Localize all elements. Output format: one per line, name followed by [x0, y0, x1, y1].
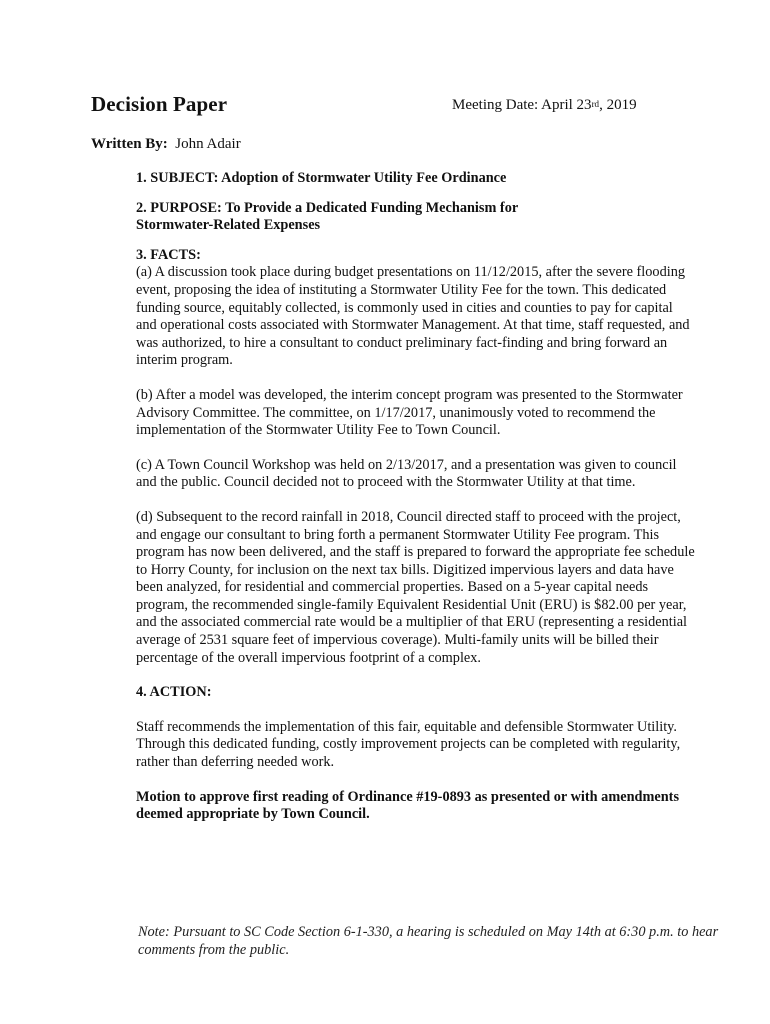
facts-paragraph-d: (d) Subsequent to the record rainfall in 2018, Council directed staff to proceed with the project, and engage our consultant to bring forth a permanent Stormwater Utility Fee program. This program has now been delivered, and the staff is prepared to forward the appropriate fee schedule to Horry County, for inclusion on the next tax bills. Digitized impervious layers and data have been analyzed, for residential and commercial properties. Based on a 5-year capital needs program, the recommended single-family Equivalent Residential Unit (ERU) is $82.00 per year, and the associated commercial rate would be a multiplier of that ERU (representing a residential average of 2531 square feet of impervious coverage). Multi-family units will be billed their percentage of the overall impervious footprint of a complex. — [136, 508, 695, 666]
written-by-label: Written By: — [91, 136, 168, 152]
motion-paragraph: Motion to approve first reading of Ordinance #19-0893 as presented or with amendments deemed appropriate by Town Council. — [136, 788, 680, 823]
public-hearing-note: Note: Pursuant to SC Code Section 6-1-330, a hearing is scheduled on May 14th at 6:30 p.m. to hear comments from the public. — [138, 924, 719, 958]
facts-paragraph-b: (b) After a model was developed, the interim concept program was presented to the Stormwater Advisory Committee. The committee, on 1/17/2017, unanimously voted to recommend the implementation of the Stormwater Utility Fee to Town Council. — [136, 386, 683, 439]
author-name: John Adair — [175, 136, 241, 152]
action-heading: 4. ACTION: — [136, 684, 212, 701]
facts-heading: 3. FACTS: — [136, 246, 201, 263]
purpose-heading-line1: 2. PURPOSE: To Provide a Dedicated Funding Mechanism for — [136, 199, 519, 216]
written-by — [91, 136, 241, 153]
meeting-date-superscript: rd — [591, 99, 600, 109]
purpose-heading-line2: Stormwater-Related Expenses — [136, 217, 321, 234]
document-body — [136, 170, 696, 824]
document-title: Decision Paper — [91, 92, 228, 116]
meeting-date-year: , 2019 — [599, 97, 637, 113]
facts-paragraph-a: (a) A discussion took place during budget presentations on 11/12/2015, after the severe flooding event, proposing the idea of instituting a Stormwater Utility Fee for the town. This dedicated funding source, equitably collected, is commonly used in cities and counties to pay for capital and operational costs associated with Stormwater Management. At that time, staff requested, and was authorized, to hire a consultant to conduct preliminary fact-finding and bring forward an interim program. — [136, 264, 690, 369]
facts-paragraph-c: (c) A Town Council Workshop was held on 2/13/2017, and a presentation was given to council and the public. Council decided not to proceed with the Stormwater Utility at that time. — [136, 456, 677, 491]
subject-heading: 1. SUBJECT: Adoption of Stormwater Utility Fee Ordinance — [136, 170, 507, 186]
action-paragraph: Staff recommends the implementation of this fair, equitable and defensible Stormwater Utility. Through this dedicated funding, costly improvement projects can be completed with regularity, rather than deferring needed work. — [136, 718, 681, 771]
meeting-date — [452, 97, 637, 114]
meeting-date-label: Meeting Date: April 23 — [452, 97, 592, 113]
